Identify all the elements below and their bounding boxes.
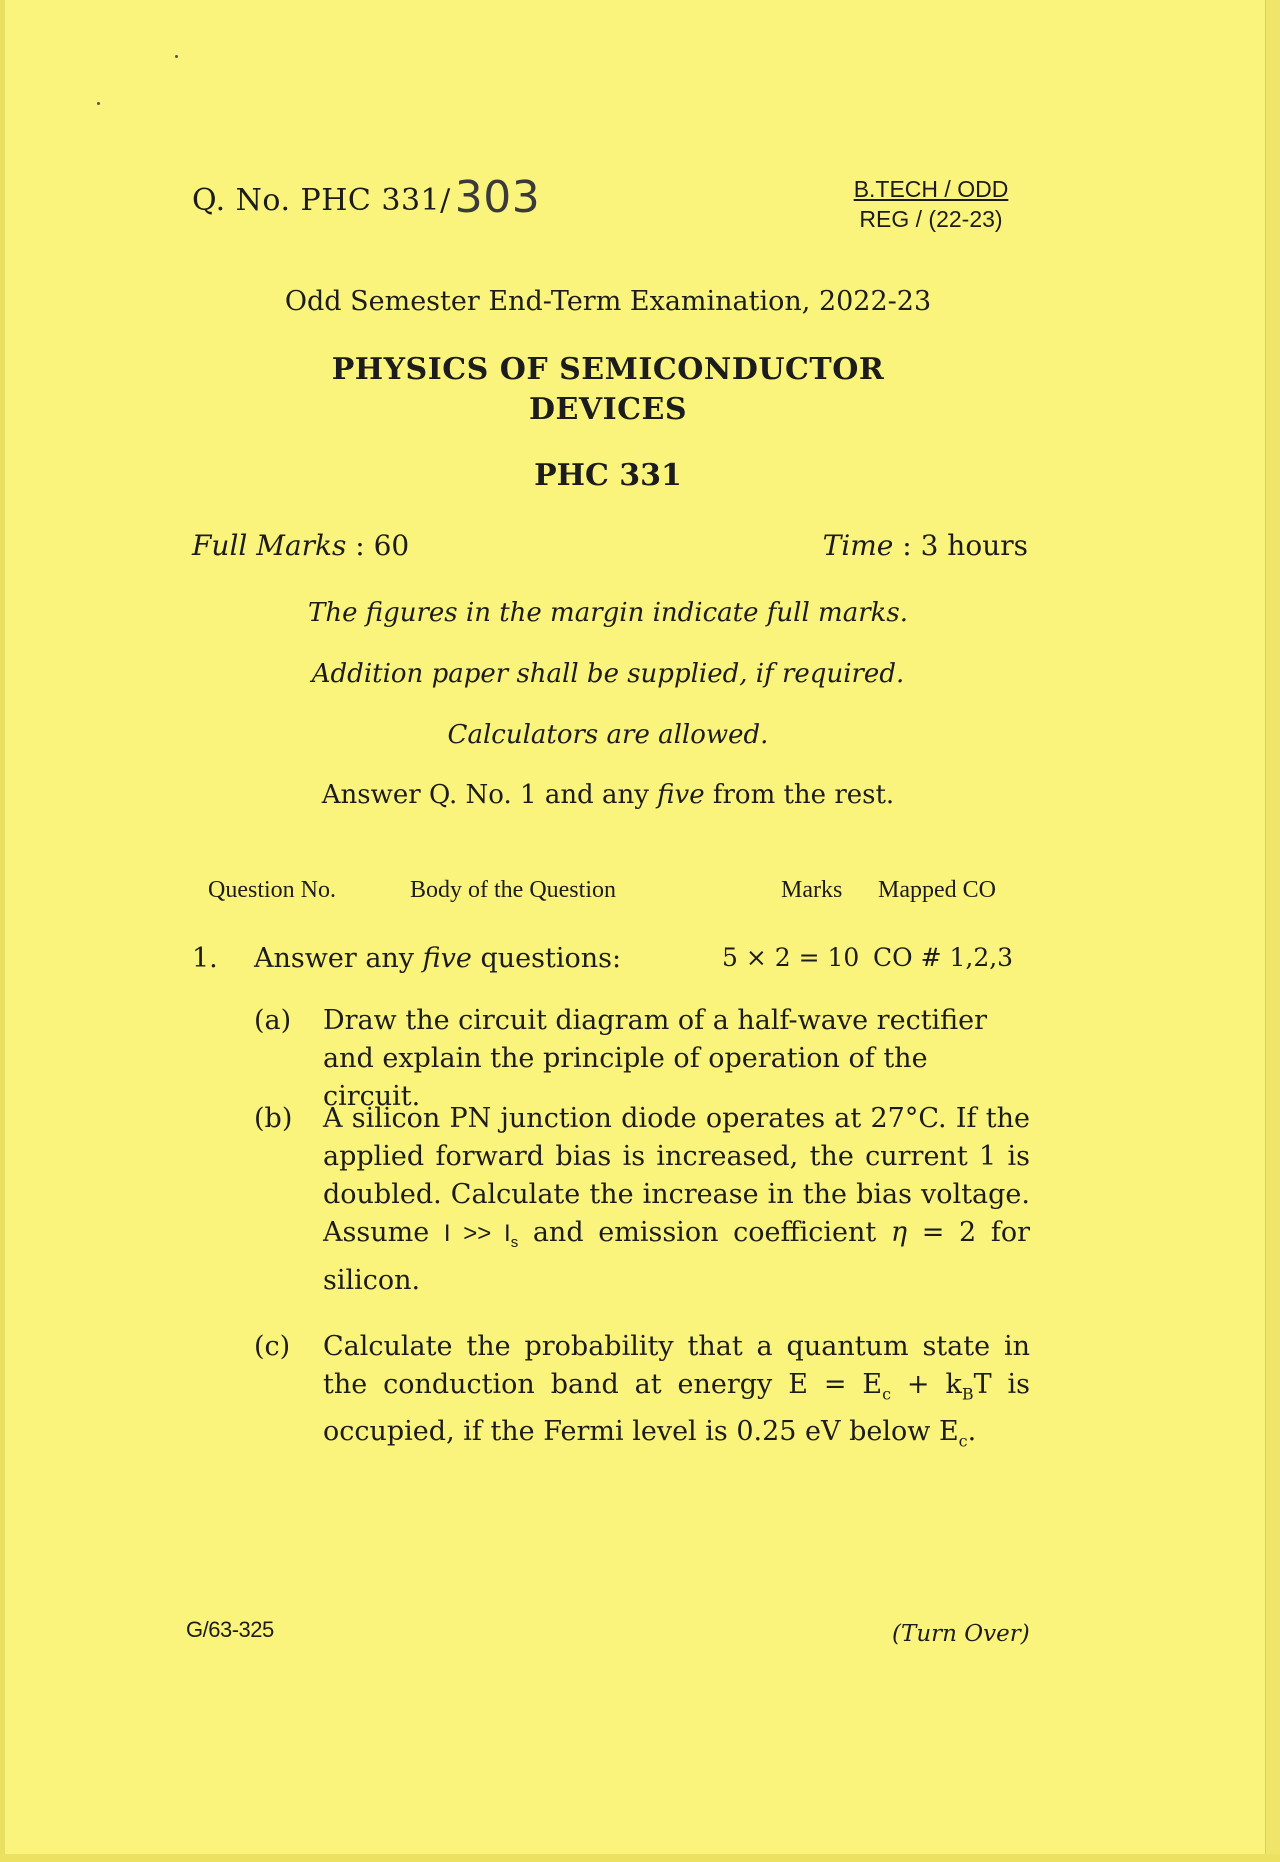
text-part: Calculate the probability that a quantum state in the conduction band at energy E = E	[323, 1331, 1030, 1400]
subquestion-c	[254, 1328, 1030, 1461]
speck-mark	[175, 55, 178, 58]
subquestion-text: Draw the circuit diagram of a half-wave rectifier and explain the principle of operation of the circuit.	[323, 1005, 988, 1112]
speck-mark	[97, 102, 100, 105]
question-no-label: Q. No. PHC 331/	[192, 183, 451, 218]
time	[823, 529, 1028, 562]
text-part: T is occupied, if the Fermi level is 0.25 eV below E	[323, 1369, 1030, 1448]
subscript: s	[510, 1233, 519, 1251]
question-1-number: 1.	[192, 943, 218, 974]
marks-time-row	[192, 529, 1028, 562]
formula-text: I >> I	[443, 1220, 511, 1247]
full-marks	[192, 529, 409, 562]
paper-edge-bottom	[0, 1854, 1280, 1862]
q1-prefix: Answer any	[254, 943, 423, 974]
answer-instruction	[0, 780, 1216, 810]
text-part: .	[967, 1416, 977, 1448]
instruction-paper: Addition paper shall be supplied, if required.	[311, 659, 905, 689]
question-1-co: CO # 1,2,3	[873, 943, 1014, 972]
q1-emph: five	[422, 943, 472, 974]
instruction-calculators: Calculators are allowed.	[447, 720, 769, 750]
subquestion-label: (b)	[254, 1103, 293, 1134]
program-box	[840, 174, 1022, 234]
subquestion-label: (c)	[254, 1331, 291, 1362]
subscript: c	[958, 1431, 968, 1451]
header-marks: Marks	[781, 877, 843, 903]
header-body: Body of the Question	[410, 877, 616, 903]
paper-code: G/63-325	[186, 1617, 274, 1642]
exam-title: Odd Semester End-Term Examination, 2022-23	[284, 286, 932, 317]
question-1-text	[254, 943, 621, 974]
course-code: PHC 331	[534, 458, 682, 493]
full-marks-label: Full Marks	[192, 529, 347, 562]
instruction-marks: The figures in the margin indicate full marks.	[307, 598, 908, 628]
header-question-no: Question No.	[208, 877, 336, 903]
subquestion-text	[323, 1100, 1030, 1300]
text-part: = 2 for silicon.	[323, 1217, 1030, 1296]
subquestion-text	[323, 1328, 1030, 1461]
turn-over-note: (Turn Over)	[892, 1621, 1030, 1647]
formula-current	[443, 1220, 519, 1251]
question-1-marks: 5 × 2 = 10	[722, 943, 860, 972]
regulation-label: REG / (22-23)	[859, 206, 1003, 232]
text-part: + k	[891, 1369, 962, 1400]
paper-edge-left	[0, 0, 5, 1862]
time-value: : 3 hours	[893, 529, 1028, 562]
question-paper-number	[192, 172, 540, 223]
course-title	[0, 350, 1216, 430]
header-mapped-co: Mapped CO	[878, 877, 996, 903]
text-part: and emission coefficient	[518, 1217, 891, 1248]
answer-suffix: from the rest.	[704, 780, 895, 810]
course-title-text: PHYSICS OF SEMICONDUCTOR DEVICES	[331, 352, 885, 427]
full-marks-value: : 60	[346, 529, 410, 562]
subquestion-a	[254, 1002, 1030, 1116]
subscript: c	[882, 1384, 892, 1404]
program-label: B.TECH / ODD	[853, 176, 1009, 202]
q1-suffix: questions:	[471, 943, 622, 974]
handwritten-number: 303	[454, 172, 541, 223]
subquestion-label: (a)	[254, 1005, 292, 1036]
subscript: B	[961, 1384, 974, 1404]
paper-edge-right	[1265, 0, 1280, 1862]
time-label: Time	[822, 529, 894, 562]
text-part: A silicon PN junction diode operates at 27°C. If the applied forward bias is increased, the current 1 is doubled. Calculate the increase in the bias voltage. Assume	[323, 1103, 1030, 1248]
eta-symbol: η	[890, 1217, 908, 1248]
answer-emph: five	[657, 780, 705, 810]
answer-prefix: Answer Q. No. 1 and any	[321, 780, 658, 810]
subquestion-b	[254, 1100, 1030, 1300]
